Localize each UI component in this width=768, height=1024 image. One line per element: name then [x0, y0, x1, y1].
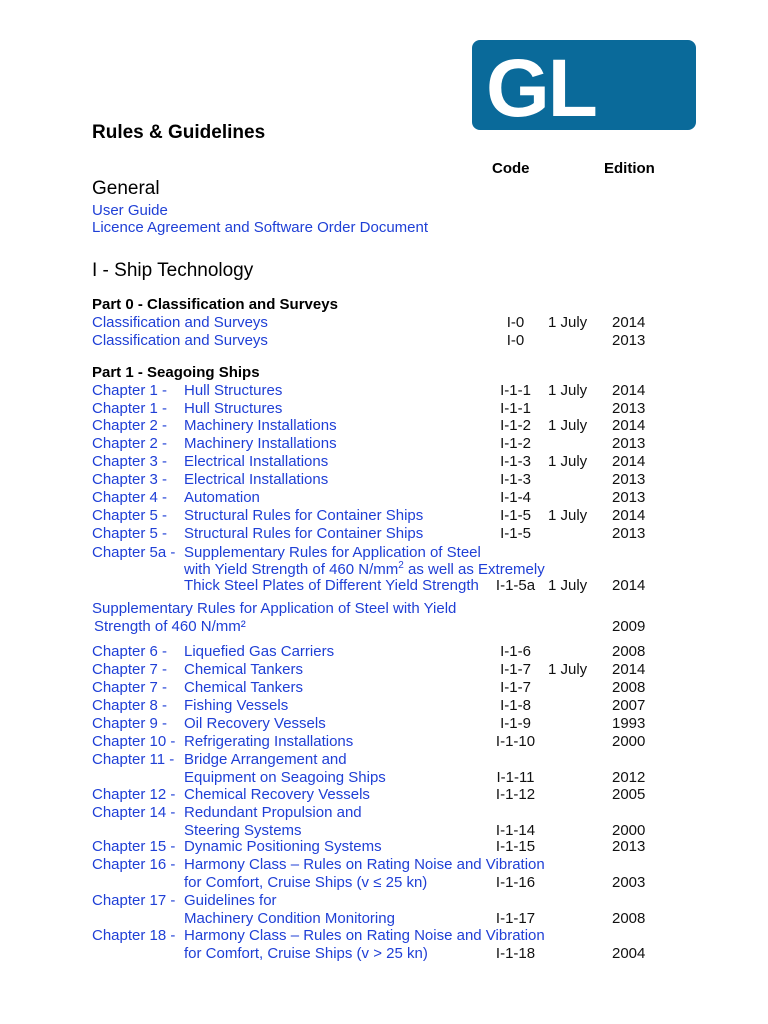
chapter-label: Chapter 12 -: [92, 786, 176, 803]
chapter-title-line[interactable]: Thick Steel Plates of Different Yield Strength: [184, 577, 479, 594]
chapter-title[interactable]: Oil Recovery Vessels: [184, 715, 326, 732]
code-cell: I-0: [506, 314, 525, 331]
edition-cell: 2013: [612, 525, 646, 542]
chapter-title[interactable]: Refrigerating Installations: [184, 733, 354, 750]
logo-text: GL: [486, 43, 596, 130]
edition-cell: 2014: [612, 417, 646, 434]
chapter-title[interactable]: Dynamic Positioning Systems: [184, 838, 382, 855]
code-cell: I-1-1: [500, 382, 531, 399]
edition-cell: 2005: [612, 786, 646, 803]
chapter-title[interactable]: Machinery Installations: [184, 417, 337, 434]
chapter-label: Chapter 14 -: [92, 804, 176, 821]
chapter-label: Chapter 3 -: [92, 471, 168, 488]
edition-cell: 2003: [612, 873, 646, 891]
edition-cell: 2008: [612, 679, 646, 696]
chapter-title[interactable]: Electrical Installations: [184, 453, 329, 470]
edition-cell: 2004: [612, 944, 646, 962]
code-cell: I-1-14: [495, 821, 536, 839]
edition-cell: 2014: [612, 314, 646, 331]
code-cell: I-1-1: [500, 400, 531, 417]
licence-agreement-link[interactable]: Licence Agreement and Software Order Document: [92, 219, 429, 236]
page-title: Rules & Guidelines: [92, 122, 266, 143]
chapter-label: Chapter 7 -: [92, 679, 168, 696]
chapter-label: Chapter 8 -: [92, 697, 168, 714]
chapter-label: Chapter 1 -: [92, 382, 168, 399]
code-cell: I-1-2: [500, 435, 531, 452]
chapter-label: Chapter 18 -: [92, 927, 176, 944]
edition-cell: 2013: [612, 332, 646, 349]
chapter-label: Chapter 17 -: [92, 892, 176, 909]
code-cell: I-1-5: [500, 507, 531, 524]
date-cell: 1 July: [548, 577, 588, 594]
code-cell: I-1-8: [500, 697, 531, 714]
code-cell: I-1-10: [495, 733, 536, 750]
edition-cell: 2008: [612, 909, 646, 927]
general-heading: General: [92, 178, 160, 199]
edition-cell: 2009: [612, 618, 646, 635]
code-cell: I-1-15: [495, 838, 536, 855]
chapter-label: Chapter 4 -: [92, 489, 168, 506]
code-cell: I-1-3: [500, 471, 531, 488]
classification-title[interactable]: Classification and Surveys: [92, 314, 268, 331]
chapter-label: Chapter 2 -: [92, 417, 168, 434]
chapter-label: Chapter 10 -: [92, 733, 176, 750]
edition-column-header: Edition: [604, 160, 655, 177]
chapter-title[interactable]: Harmony Class – Rules on Rating Noise and Vibration: [184, 856, 545, 873]
chapter-label: Chapter 7 -: [92, 661, 168, 678]
code-cell: I-1-7: [500, 679, 531, 696]
edition-cell: 1993: [612, 715, 646, 732]
date-cell: 1 July: [548, 507, 588, 524]
date-cell: 1 July: [548, 382, 588, 399]
part1-heading: Part 1 - Seagoing Ships: [92, 364, 260, 381]
chapter-title[interactable]: Equipment on Seagoing Ships: [184, 768, 386, 786]
gl-logo: [472, 40, 696, 130]
chapter-title[interactable]: Electrical Installations: [184, 471, 329, 488]
chapter-title[interactable]: Steering Systems: [184, 821, 302, 839]
date-cell: 1 July: [548, 314, 588, 331]
edition-cell: 2014: [612, 577, 646, 594]
code-cell: I-1-2: [500, 417, 531, 434]
chapter-label: Chapter 11 -: [92, 751, 175, 768]
chapter-title[interactable]: Liquefied Gas Carriers: [184, 643, 335, 660]
chapter-title[interactable]: Structural Rules for Container Ships: [184, 507, 424, 524]
edition-cell: 2013: [612, 435, 646, 452]
chapter-label: Chapter 5 -: [92, 507, 168, 524]
chapter-title[interactable]: Redundant Propulsion and: [184, 804, 362, 821]
edition-cell: 2014: [612, 453, 646, 470]
code-cell: I-1-9: [500, 715, 531, 732]
code-cell: I-1-11: [496, 768, 535, 786]
chapter-title-line[interactable]: with Yield Strength of 460 $N/mm^2$ as well as Extremely: [184, 560, 545, 578]
edition-cell: 2013: [612, 489, 646, 506]
chapter-label: Chapter 9 -: [92, 715, 168, 732]
chapter-title[interactable]: Hull Structures: [184, 400, 283, 417]
chapter-label: Chapter 1 -: [92, 400, 168, 417]
supplementary-title-line[interactable]: Strength of 460 N/mm²: [94, 618, 246, 635]
chapter-title[interactable]: Chemical Recovery Vessels: [184, 786, 370, 803]
edition-cell: 2013: [612, 471, 646, 488]
code-cell: I-1-7: [500, 661, 531, 678]
edition-cell: 2013: [612, 838, 646, 855]
chapter-label: Chapter 15 -: [92, 838, 176, 855]
code-cell: I-1-6: [500, 643, 531, 660]
code-cell: I-1-16: [495, 873, 536, 891]
chapter-title[interactable]: Machinery Installations: [184, 435, 337, 452]
edition-cell: 2014: [612, 661, 646, 678]
date-cell: 1 July: [548, 661, 588, 678]
code-cell: I-1-4: [500, 489, 531, 506]
code-cell: I-1-18: [495, 944, 536, 962]
code-cell: I-0: [506, 332, 525, 349]
edition-cell: 2013: [612, 400, 646, 417]
edition-cell: 2000: [612, 733, 646, 750]
chapter-title[interactable]: Machinery Condition Monitoring: [184, 909, 395, 927]
code-cell: I-1-17: [495, 909, 536, 927]
chapter-title[interactable]: Structural Rules for Container Ships: [184, 525, 424, 542]
chapter-label: Chapter 5a -: [92, 544, 176, 561]
ship-technology-heading: I - Ship Technology: [92, 260, 254, 281]
chapter-title[interactable]: Automation: [184, 489, 260, 506]
chapter-title[interactable]: Hull Structures: [184, 382, 283, 399]
chapter-title-line[interactable]: Supplementary Rules for Application of Steel: [184, 544, 481, 561]
chapter-title[interactable]: Harmony Class – Rules on Rating Noise and Vibration: [184, 927, 545, 944]
supplementary-title-line[interactable]: Supplementary Rules for Application of Steel with Yield: [92, 600, 457, 617]
edition-cell: 2007: [612, 697, 646, 714]
chapter-title[interactable]: Chemical Tankers: [184, 661, 303, 678]
edition-cell: 2000: [612, 821, 646, 839]
edition-cell: 2014: [612, 507, 646, 524]
edition-cell: 2012: [612, 768, 646, 786]
date-cell: 1 July: [548, 417, 588, 434]
user-guide-link[interactable]: User Guide: [92, 202, 168, 219]
edition-cell: 2014: [612, 382, 646, 399]
code-cell: I-1-3: [500, 453, 531, 470]
chapter-title[interactable]: Fishing Vessels: [184, 697, 289, 714]
chapter-title[interactable]: Chemical Tankers: [184, 679, 303, 696]
chapter-title[interactable]: Guidelines for: [184, 892, 277, 909]
chapter-label: Chapter 16 -: [92, 856, 176, 873]
code-column-header: Code: [492, 160, 530, 177]
part0-heading: Part 0 - Classification and Surveys: [92, 296, 338, 313]
classification-title[interactable]: Classification and Surveys: [92, 332, 268, 349]
chapter-title[interactable]: Bridge Arrangement and: [184, 751, 347, 768]
code-cell: I-1-5: [500, 525, 531, 542]
edition-cell: 2008: [612, 643, 646, 660]
code-cell: I-1-12: [495, 786, 536, 803]
chapter-title[interactable]: for Comfort, Cruise Ships (v ≤ 25 kn): [184, 873, 428, 891]
chapter-label: Chapter 5 -: [92, 525, 168, 542]
date-cell: 1 July: [548, 453, 588, 470]
code-cell: I-1-5a: [495, 577, 536, 594]
chapter-label: Chapter 6 -: [92, 643, 168, 660]
chapter-label: Chapter 3 -: [92, 453, 168, 470]
chapter-title[interactable]: for Comfort, Cruise Ships (v > 25 kn): [184, 944, 428, 962]
chapter-label: Chapter 2 -: [92, 435, 168, 452]
